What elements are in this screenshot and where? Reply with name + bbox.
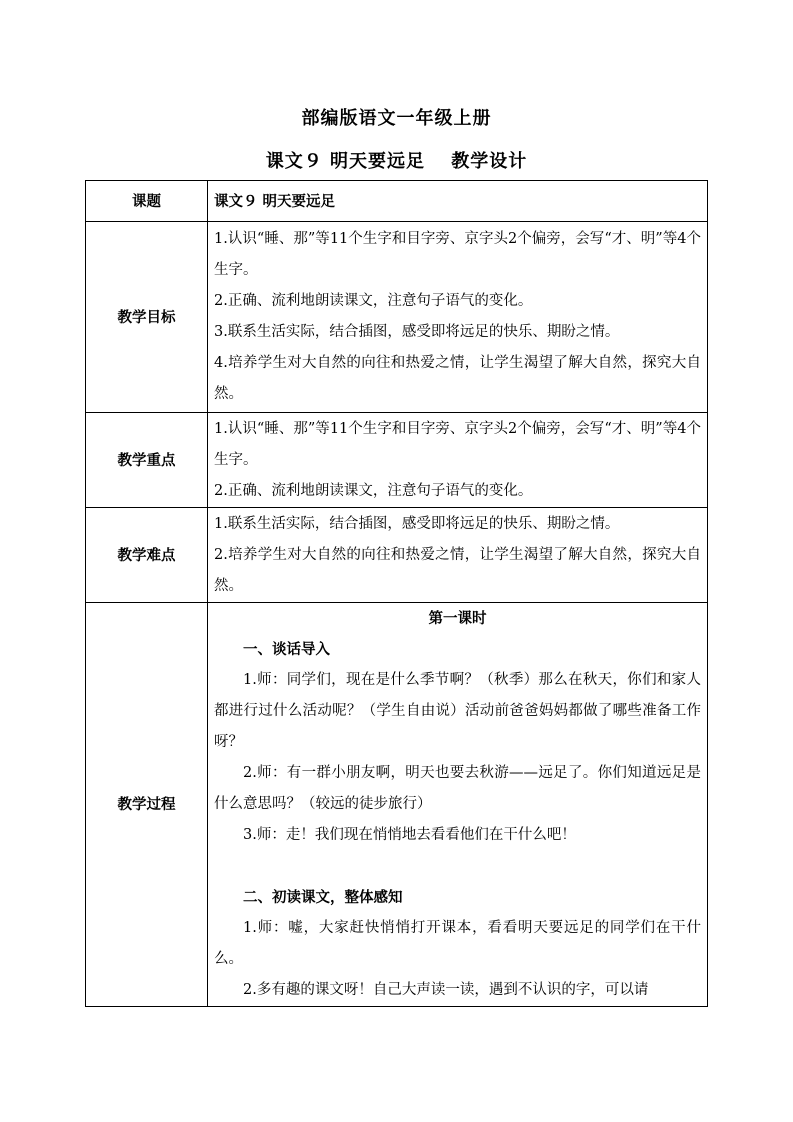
table-row-process — [86, 603, 708, 1007]
process-item: 1.师：同学们，现在是什么季节啊？（秋季）那么在秋天，你们和家人都进行过什么活动呢？（学生自由说）活动前爸爸妈妈都做了哪些准备工作呀？ — [214, 672, 701, 750]
blank-line — [214, 851, 701, 882]
difficult-points-content — [208, 508, 708, 603]
key-points-label: 教学重点 — [86, 413, 208, 508]
section-title: 二、初读课文，整体感知 — [243, 889, 403, 906]
process-item: 2.师：有一群小朋友啊，明天也要去秋游——远足了。你们知道远足是什么意思吗？（较远的徒步旅行） — [214, 765, 701, 812]
section-title: 一、谈话导入 — [243, 641, 330, 658]
topic-value: 课文９ 明天要远足 — [208, 181, 708, 222]
goal-item: 2.正确、流利地朗读课文，注意句子语气的变化。 — [214, 293, 533, 309]
document-subtitle: 课文９ 明天要远足 教学设计 — [265, 151, 528, 172]
process-item: 3.师：走！我们现在悄悄地去看看他们在干什么吧！ — [243, 827, 576, 843]
goal-item: 4.培养学生对大自然的向往和热爱之情，让学生渴望了解大自然，探究大自然。 — [214, 355, 701, 402]
key-point-item: 1.认识“睡、那”等11个生字和目字旁、京字头2个偏旁，会写“才、明”等4个生字。 — [214, 420, 701, 468]
lesson-plan-table — [85, 180, 708, 1007]
goal-item: 1.认识“睡、那”等11个生字和目字旁、京字头2个偏旁，会写“才、明”等4个生字。 — [214, 231, 701, 278]
process-item: 1.师：嘘，大家赶快悄悄打开课本，看看明天要远足的同学们在干什么。 — [214, 920, 701, 967]
table-row-key-points — [86, 413, 708, 508]
document-title: 部编版语文一年级上册 — [301, 108, 492, 129]
key-point-item: 2.正确、流利地朗读课文，注意句子语气的变化。 — [214, 482, 533, 499]
table-row-difficult-points — [86, 508, 708, 603]
table-row-topic — [86, 181, 708, 222]
goal-item: 3.联系生活实际，结合插图，感受即将远足的快乐、期盼之情。 — [214, 324, 620, 340]
process-item: 2.多有趣的课文呀！自己大声读一读，遇到不认识的字，可以请 — [243, 982, 649, 998]
process-label: 教学过程 — [86, 603, 208, 1007]
key-points-content — [208, 413, 708, 508]
goals-content — [208, 222, 708, 413]
topic-label: 课题 — [86, 181, 208, 222]
lesson-title: 第一课时 — [428, 610, 487, 627]
difficult-point-item: 2.培养学生对大自然的向往和热爱之情，让学生渴望了解大自然，探究大自然。 — [214, 546, 701, 594]
table-row-goals — [86, 222, 708, 413]
process-content — [208, 603, 708, 1007]
difficult-points-label: 教学难点 — [86, 508, 208, 603]
difficult-point-item: 1.联系生活实际，结合插图，感受即将远足的快乐、期盼之情。 — [214, 515, 620, 532]
goals-label: 教学目标 — [86, 222, 208, 413]
